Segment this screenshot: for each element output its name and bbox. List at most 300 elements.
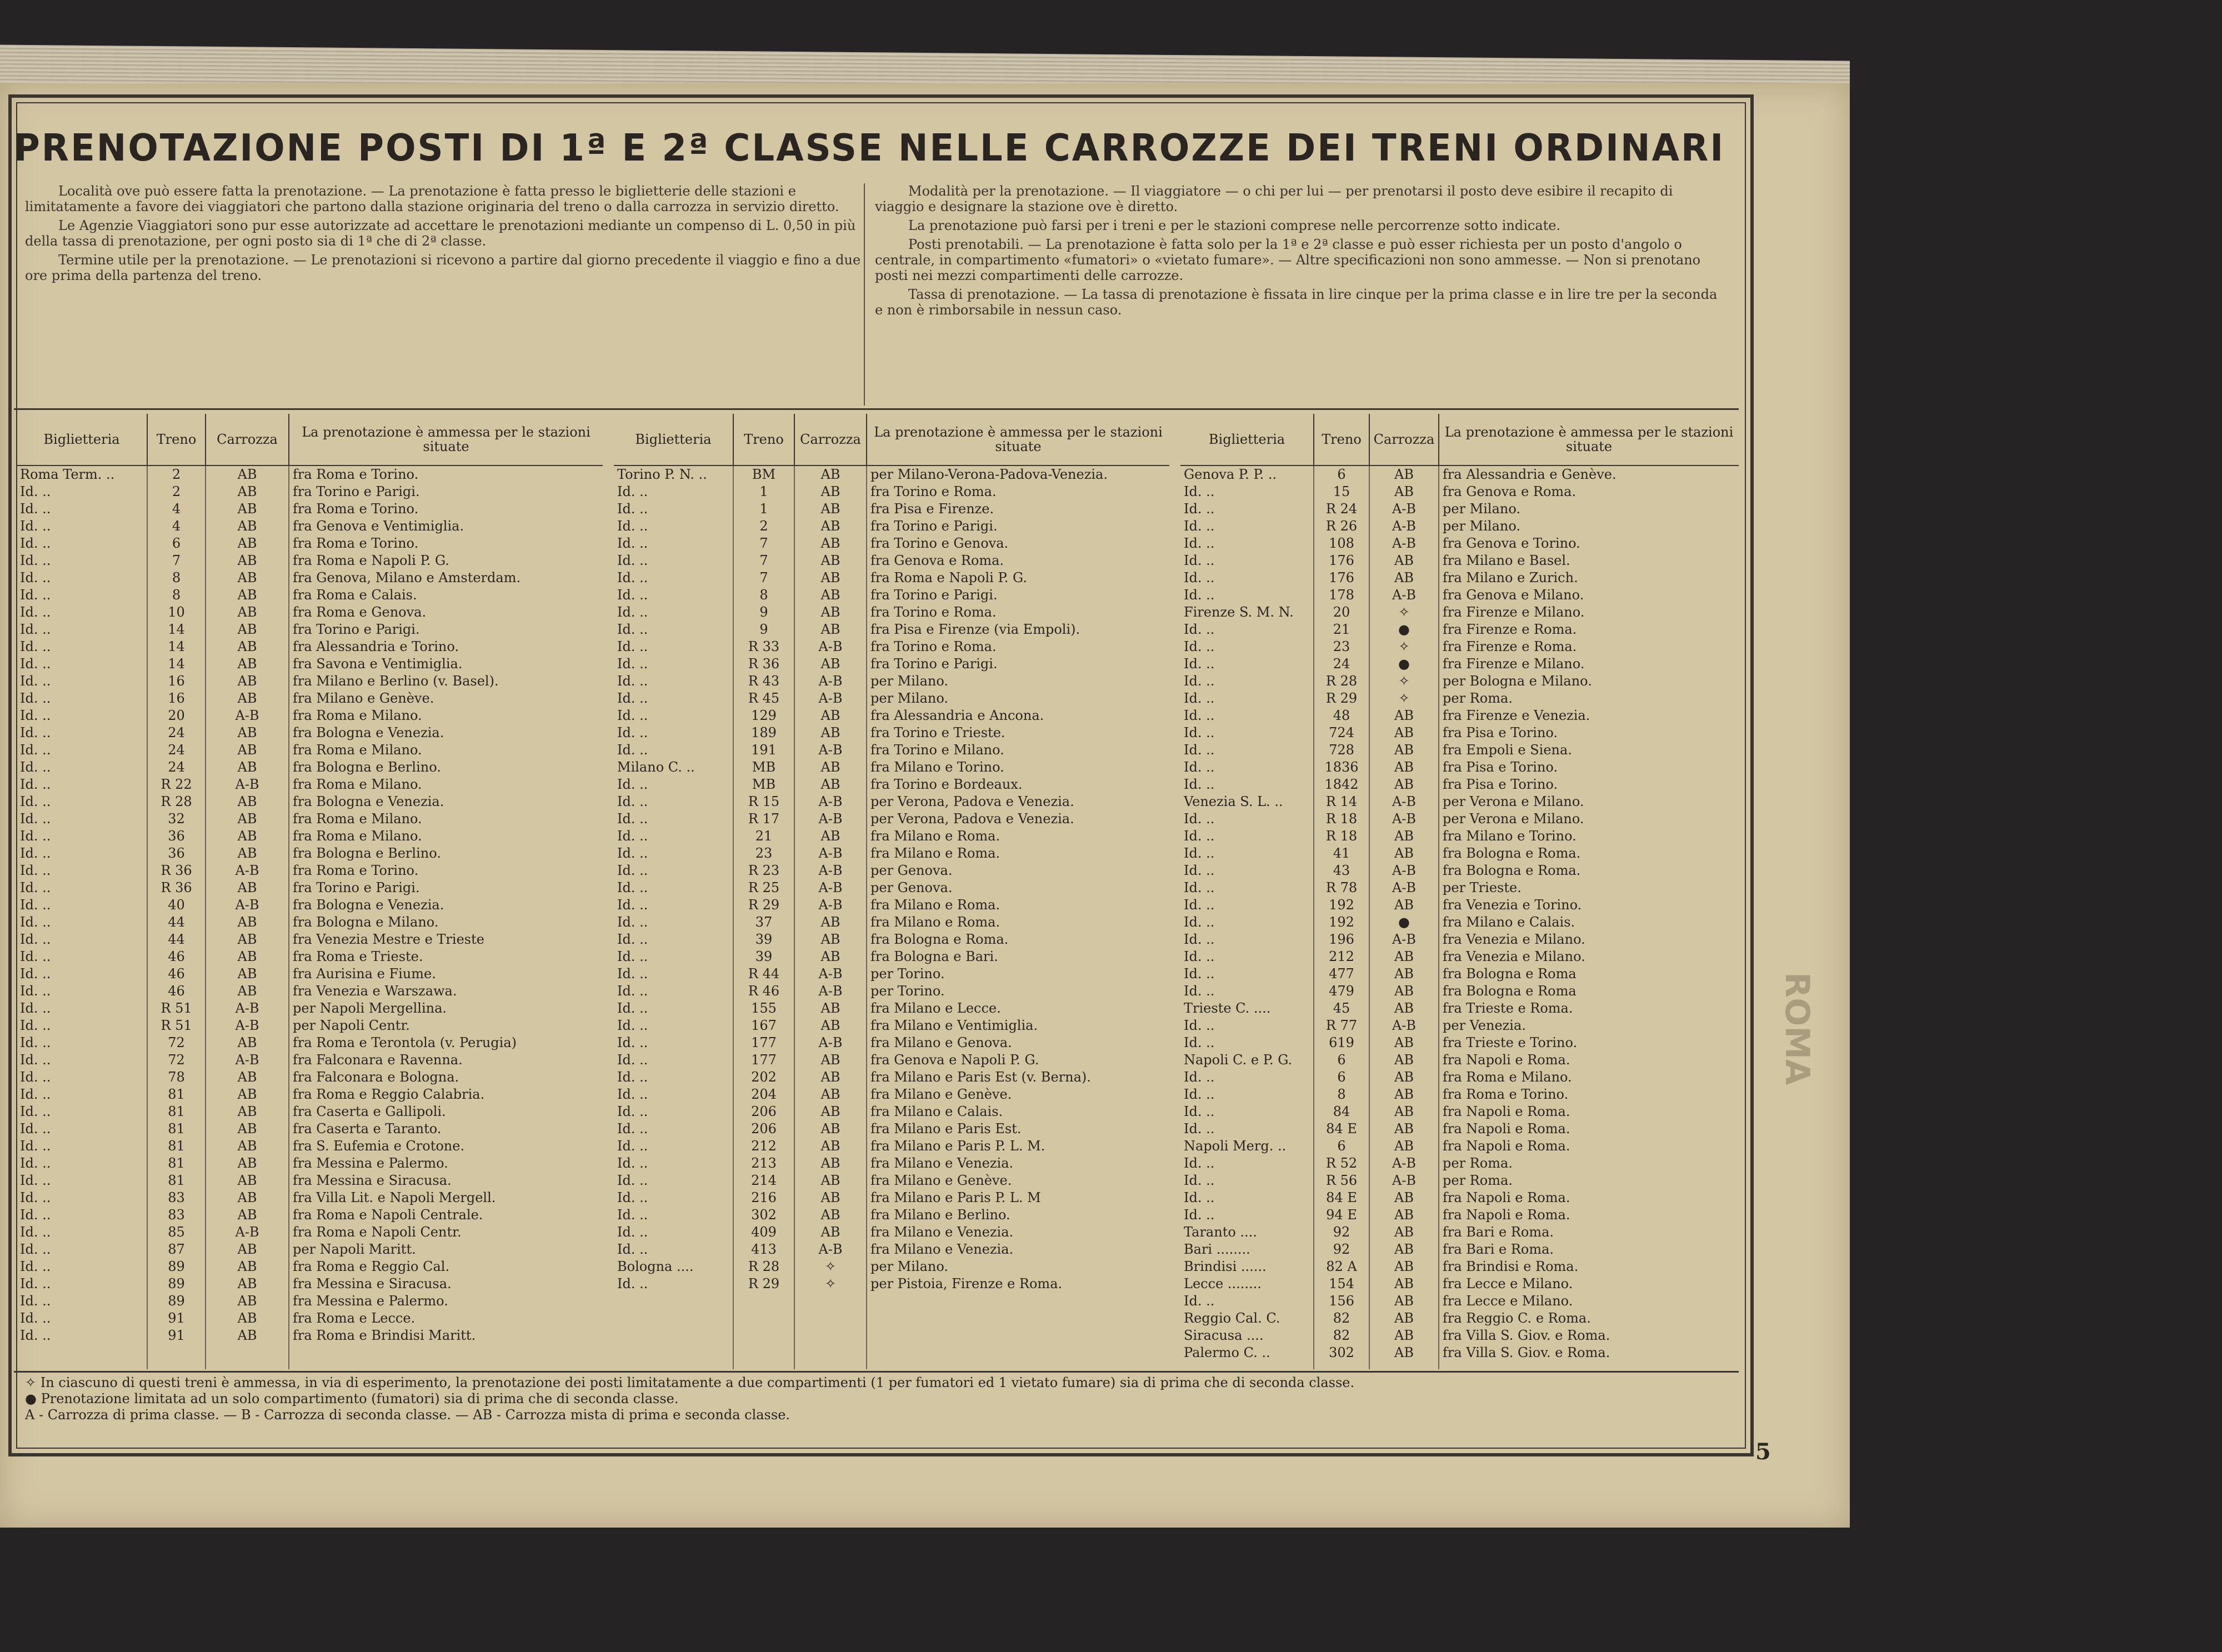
table-row: [614, 1000, 1169, 1017]
table-row: [17, 465, 603, 483]
station-cell: Bologna ....: [617, 1259, 694, 1274]
route-cell: fra Milano e Roma.: [867, 845, 1169, 862]
carriage-class-cell: AB: [794, 1000, 867, 1017]
carriage-class-cell: A-B: [1369, 1172, 1439, 1189]
train-number-cell: 176: [1314, 569, 1369, 587]
station-cell: Id. ..: [20, 673, 51, 689]
station-cell: Id. ..: [20, 1104, 51, 1119]
station-cell: Id. ..: [20, 1190, 51, 1205]
train-number-cell: 24: [147, 759, 206, 776]
train-number-cell: 479: [1314, 983, 1369, 1000]
station-cell: Id. ..: [20, 587, 51, 603]
carriage-class-cell: A-B: [794, 742, 867, 759]
filler-cell: [733, 1293, 794, 1369]
route-cell: fra Bologna e Venezia.: [289, 793, 603, 810]
station-cell: Id. ..: [1184, 932, 1215, 947]
train-number-cell: R 36: [733, 655, 794, 673]
station-cell: Id. ..: [20, 535, 51, 551]
table-row: [1180, 1069, 1739, 1086]
route-cell: fra Falconara e Ravenna.: [289, 1052, 603, 1069]
carriage-class-cell: A-B: [1369, 535, 1439, 552]
table-row: [1180, 1155, 1739, 1172]
carriage-class-cell: AB: [206, 1189, 289, 1207]
carriage-class-cell: AB: [206, 1103, 289, 1120]
route-cell: fra Torino e Trieste.: [867, 724, 1169, 742]
carriage-class-cell: ✧: [1369, 638, 1439, 655]
route-cell: fra Torino e Parigi.: [867, 518, 1169, 535]
train-number-cell: 191: [733, 742, 794, 759]
station-cell: Id. ..: [20, 1000, 51, 1016]
carriage-class-cell: AB: [794, 759, 867, 776]
station-cell: Id. ..: [617, 604, 648, 620]
route-cell: per Verona, Padova e Venezia.: [867, 793, 1169, 810]
carriage-class-cell: AB: [206, 500, 289, 518]
train-number-cell: 212: [733, 1138, 794, 1155]
carriage-class-cell: ✧: [1369, 673, 1439, 690]
station-cell: Id. ..: [617, 811, 648, 827]
train-number-cell: 728: [1314, 742, 1369, 759]
carriage-class-cell: AB: [794, 1017, 867, 1034]
table-row: [614, 518, 1169, 535]
station-cell: Id. ..: [617, 553, 648, 568]
route-cell: fra Bari e Roma.: [1439, 1241, 1739, 1258]
table-row: [1180, 914, 1739, 931]
station-cell: Id. ..: [1184, 1069, 1215, 1085]
station-cell: Id. ..: [20, 725, 51, 740]
train-number-cell: 2: [733, 518, 794, 535]
station-cell: Id. ..: [617, 622, 648, 637]
train-number-cell: 204: [733, 1086, 794, 1103]
train-number-cell: 167: [733, 1017, 794, 1034]
train-number-cell: 46: [147, 983, 206, 1000]
train-number-cell: 6: [1314, 1069, 1369, 1086]
carriage-class-cell: A-B: [1369, 1017, 1439, 1034]
carriage-class-cell: AB: [1369, 465, 1439, 483]
route-cell: fra Milano e Paris Est.: [867, 1120, 1169, 1138]
carriage-class-cell: AB: [794, 1103, 867, 1120]
table-row: [17, 1224, 603, 1241]
station-cell: Id. ..: [20, 1087, 51, 1102]
table-row: [17, 621, 603, 638]
table-row: [1180, 742, 1739, 759]
station-cell: Napoli Merg. ..: [1184, 1138, 1287, 1154]
train-number-cell: 14: [147, 638, 206, 655]
station-cell: Id. ..: [617, 1207, 648, 1223]
table-row: [1180, 707, 1739, 724]
station-cell: Id. ..: [617, 1241, 648, 1257]
table-row: [614, 1103, 1169, 1120]
station-cell: Id. ..: [617, 1104, 648, 1119]
route-cell: fra Bologna e Roma.: [1439, 862, 1739, 879]
train-number-cell: 1836: [1314, 759, 1369, 776]
table-filler-row: [614, 1293, 1169, 1369]
route-cell: fra Torino e Parigi.: [867, 655, 1169, 673]
route-cell: fra Milano e Basel.: [1439, 552, 1739, 569]
carriage-class-cell: AB: [1369, 707, 1439, 724]
carriage-class-cell: A-B: [206, 707, 289, 724]
train-number-cell: 10: [147, 604, 206, 621]
route-cell: fra Milano e Lecce.: [867, 1000, 1169, 1017]
carriage-class-cell: AB: [1369, 983, 1439, 1000]
station-cell: Id. ..: [20, 1224, 51, 1240]
station-cell: Id. ..: [1184, 742, 1215, 758]
table-row: [1180, 655, 1739, 673]
route-cell: fra Caserta e Taranto.: [289, 1120, 603, 1138]
route-cell: fra Milano e Venezia.: [867, 1155, 1169, 1172]
route-cell: per Pistoia, Firenze e Roma.: [867, 1275, 1169, 1293]
carriage-class-cell: A-B: [794, 845, 867, 862]
carriage-class-cell: AB: [1369, 828, 1439, 845]
route-cell: fra Venezia Mestre e Trieste: [289, 931, 603, 948]
train-number-cell: R 22: [147, 776, 206, 793]
train-number-cell: 16: [147, 673, 206, 690]
station-cell: Id. ..: [617, 845, 648, 861]
station-cell: Id. ..: [1184, 673, 1215, 689]
train-number-cell: R 18: [1314, 828, 1369, 845]
carriage-class-cell: AB: [206, 1120, 289, 1138]
filler-cell: [147, 1344, 206, 1369]
table-row: [17, 673, 603, 690]
route-cell: fra Bologna e Roma.: [1439, 845, 1739, 862]
station-cell: Id. ..: [1184, 845, 1215, 861]
table-row: [17, 1241, 603, 1258]
table-row: [614, 948, 1169, 965]
route-cell: fra Venezia e Torino.: [1439, 897, 1739, 914]
route-cell: fra Bari e Roma.: [1439, 1224, 1739, 1241]
station-cell: Id. ..: [20, 553, 51, 568]
carriage-class-cell: A-B: [1369, 862, 1439, 879]
route-cell: fra Pisa e Torino.: [1439, 759, 1739, 776]
carriage-class-cell: AB: [206, 1275, 289, 1293]
train-number-cell: 6: [1314, 465, 1369, 483]
station-cell: Id. ..: [617, 1018, 648, 1033]
table-row: [614, 1241, 1169, 1258]
train-number-cell: R 29: [733, 1275, 794, 1293]
route-cell: fra Torino e Milano.: [867, 742, 1169, 759]
carriage-class-cell: AB: [1369, 552, 1439, 569]
train-number-cell: 154: [1314, 1275, 1369, 1293]
table-row: [614, 465, 1169, 483]
station-cell: Id. ..: [20, 1155, 51, 1171]
train-number-cell: R 33: [733, 638, 794, 655]
station-cell: Id. ..: [617, 1224, 648, 1240]
table-row: [1180, 948, 1739, 965]
station-cell: Id. ..: [617, 1173, 648, 1188]
table-filler-row: [17, 1344, 603, 1369]
route-cell: fra Bologna e Berlino.: [289, 759, 603, 776]
station-cell: Id. ..: [20, 949, 51, 964]
carriage-class-cell: AB: [794, 655, 867, 673]
carriage-class-cell: A-B: [206, 776, 289, 793]
route-cell: fra Roma e Brindisi Maritt.: [289, 1327, 603, 1344]
train-number-cell: 202: [733, 1069, 794, 1086]
route-cell: fra Pisa e Torino.: [1439, 776, 1739, 793]
table-row: [614, 983, 1169, 1000]
station-cell: Id. ..: [617, 897, 648, 913]
train-number-cell: R 24: [1314, 500, 1369, 518]
station-cell: Id. ..: [1184, 1087, 1215, 1102]
table-row: [1180, 621, 1739, 638]
train-number-cell: 129: [733, 707, 794, 724]
carriage-class-cell: A-B: [1369, 1155, 1439, 1172]
station-cell: Id. ..: [617, 1000, 648, 1016]
station-cell: Id. ..: [1184, 484, 1215, 499]
station-cell: Id. ..: [1184, 897, 1215, 913]
route-cell: fra Milano e Torino.: [1439, 828, 1739, 845]
station-cell: Trieste C. ....: [1184, 1000, 1271, 1016]
train-number-cell: 83: [147, 1207, 206, 1224]
train-number-cell: 91: [147, 1327, 206, 1344]
table-row: [17, 931, 603, 948]
filler-cell: [1180, 1361, 1314, 1369]
train-number-cell: 72: [147, 1052, 206, 1069]
carriage-class-cell: ✧: [794, 1258, 867, 1275]
carriage-class-cell: AB: [206, 621, 289, 638]
table-row: [1180, 931, 1739, 948]
station-cell: Id. ..: [20, 1121, 51, 1137]
station-cell: Id. ..: [1184, 777, 1215, 792]
carriage-class-cell: AB: [206, 879, 289, 897]
carriage-class-cell: AB: [1369, 1103, 1439, 1120]
station-cell: Id. ..: [1184, 1293, 1215, 1309]
station-cell: Id. ..: [20, 828, 51, 844]
train-number-cell: R 78: [1314, 879, 1369, 897]
carriage-class-cell: A-B: [794, 1241, 867, 1258]
route-cell: fra Milano e Paris P. L. M: [867, 1189, 1169, 1207]
station-cell: Id. ..: [1184, 570, 1215, 585]
route-cell: fra Savona e Ventimiglia.: [289, 655, 603, 673]
train-number-cell: 7: [733, 535, 794, 552]
table-row: [614, 569, 1169, 587]
carriage-class-cell: AB: [794, 552, 867, 569]
station-cell: Id. ..: [1184, 983, 1215, 999]
station-cell: Id. ..: [617, 1190, 648, 1205]
table-row: [1180, 1017, 1739, 1034]
carriage-class-cell: A-B: [794, 862, 867, 879]
route-cell: fra Genova e Torino.: [1439, 535, 1739, 552]
route-cell: fra Pisa e Firenze.: [867, 500, 1169, 518]
train-number-cell: 43: [1314, 862, 1369, 879]
carriage-class-cell: AB: [794, 1120, 867, 1138]
station-cell: Id. ..: [1184, 880, 1215, 895]
route-cell: fra Torino e Parigi.: [289, 483, 603, 500]
train-number-cell: 302: [1314, 1344, 1369, 1361]
route-cell: per Milano.: [867, 690, 1169, 707]
carriage-class-cell: AB: [1369, 948, 1439, 965]
route-cell: per Milano.: [867, 673, 1169, 690]
station-cell: Id. ..: [617, 794, 648, 809]
table-row: [1180, 724, 1739, 742]
table-row: [17, 1052, 603, 1069]
train-number-cell: 23: [733, 845, 794, 862]
table-row: [17, 1207, 603, 1224]
train-number-cell: 192: [1314, 897, 1369, 914]
table-row: [17, 1138, 603, 1155]
table-row: [1180, 518, 1739, 535]
train-number-cell: 39: [733, 948, 794, 965]
carriage-class-cell: AB: [1369, 1138, 1439, 1155]
carriage-class-cell: AB: [206, 983, 289, 1000]
route-cell: fra Bologna e Venezia.: [289, 724, 603, 742]
station-cell: Id. ..: [617, 570, 648, 585]
station-cell: Id. ..: [617, 501, 648, 517]
table-row: [1180, 569, 1739, 587]
route-cell: fra Roma e Torino.: [289, 500, 603, 518]
station-cell: Id. ..: [1184, 1121, 1215, 1137]
carriage-class-cell: AB: [794, 828, 867, 845]
col-header-ammessa: La prenotazione è ammessa per le stazioni situate: [1439, 414, 1739, 465]
carriage-class-cell: ✧: [1369, 604, 1439, 621]
route-cell: fra Reggio C. e Roma.: [1439, 1310, 1739, 1327]
carriage-class-cell: AB: [1369, 897, 1439, 914]
station-cell: Id. ..: [20, 983, 51, 999]
train-number-cell: R 28: [733, 1258, 794, 1275]
route-cell: fra Lecce e Milano.: [1439, 1293, 1739, 1310]
table-row: [614, 1069, 1169, 1086]
footnote-experimental: ✧ In ciascuno di questi treni è ammessa, in via di esperimento, la prenotazione dei posti limitatamente a due compartimenti (1 per fumatori ed 1 vietato fumare) sia di prima che di seconda classe.: [25, 1375, 1355, 1390]
carriage-class-cell: A-B: [794, 897, 867, 914]
train-number-cell: 216: [733, 1189, 794, 1207]
table-row: [614, 965, 1169, 983]
station-cell: Id. ..: [20, 1310, 51, 1326]
route-cell: fra Alessandria e Genève.: [1439, 465, 1739, 483]
table-row: [614, 655, 1169, 673]
route-cell: fra Roma e Lecce.: [289, 1310, 603, 1327]
route-cell: fra Bologna e Roma: [1439, 983, 1739, 1000]
carriage-class-cell: A-B: [1369, 931, 1439, 948]
carriage-class-cell: A-B: [1369, 518, 1439, 535]
train-number-cell: 6: [1314, 1052, 1369, 1069]
route-cell: fra Empoli e Siena.: [1439, 742, 1739, 759]
carriage-class-cell: A-B: [1369, 879, 1439, 897]
route-cell: fra Firenze e Venezia.: [1439, 707, 1739, 724]
carriage-class-cell: AB: [206, 673, 289, 690]
route-cell: fra Milano e Torino.: [867, 759, 1169, 776]
carriage-class-cell: A-B: [1369, 793, 1439, 810]
train-number-cell: 81: [147, 1103, 206, 1120]
train-number-cell: 46: [147, 965, 206, 983]
route-cell: fra Torino e Roma.: [867, 604, 1169, 621]
route-cell: per Bologna e Milano.: [1439, 673, 1739, 690]
table-row: [1180, 1138, 1739, 1155]
train-number-cell: 24: [147, 742, 206, 759]
carriage-class-cell: AB: [794, 1069, 867, 1086]
train-number-cell: 82 A: [1314, 1258, 1369, 1275]
table-row: [17, 655, 603, 673]
table-row: [1180, 1172, 1739, 1189]
train-number-cell: 92: [1314, 1224, 1369, 1241]
train-number-cell: 413: [733, 1241, 794, 1258]
table-row: [614, 552, 1169, 569]
station-cell: Id. ..: [617, 1052, 648, 1068]
col-header-ammessa: La prenotazione è ammessa per le stazioni situate: [289, 414, 603, 465]
train-number-cell: 1: [733, 483, 794, 500]
route-cell: fra Milano e Berlino.: [867, 1207, 1169, 1224]
train-number-cell: 81: [147, 1138, 206, 1155]
route-cell: per Torino.: [867, 983, 1169, 1000]
carriage-class-cell: AB: [1369, 1275, 1439, 1293]
route-cell: fra Messina e Siracusa.: [289, 1275, 603, 1293]
train-number-cell: 81: [147, 1086, 206, 1103]
route-cell: fra Bologna e Roma: [1439, 965, 1739, 983]
station-cell: Id. ..: [20, 1173, 51, 1188]
table-row: [614, 1052, 1169, 1069]
train-number-cell: 39: [733, 931, 794, 948]
carriage-class-cell: AB: [206, 914, 289, 931]
route-cell: fra Roma e Napoli P. G.: [867, 569, 1169, 587]
table-row: [1180, 535, 1739, 552]
train-number-cell: 78: [147, 1069, 206, 1086]
station-cell: Id. ..: [617, 708, 648, 723]
station-cell: Id. ..: [1184, 553, 1215, 568]
route-cell: fra Firenze e Milano.: [1439, 655, 1739, 673]
route-cell: fra Messina e Palermo.: [289, 1293, 603, 1310]
train-number-cell: 7: [733, 569, 794, 587]
route-cell: fra Napoli e Roma.: [1439, 1120, 1739, 1138]
train-number-cell: 9: [733, 604, 794, 621]
table-row: [1180, 604, 1739, 621]
station-cell: Taranto ....: [1184, 1224, 1257, 1240]
table-row: [17, 500, 603, 518]
table-row: [17, 1017, 603, 1034]
route-cell: fra Genova, Milano e Amsterdam.: [289, 569, 603, 587]
train-number-cell: 89: [147, 1293, 206, 1310]
table-row: [614, 742, 1169, 759]
table-row: [1180, 983, 1739, 1000]
train-number-cell: MB: [733, 776, 794, 793]
station-cell: Id. ..: [1184, 1155, 1215, 1171]
station-cell: Reggio Cal. C.: [1184, 1310, 1280, 1326]
carriage-class-cell: AB: [206, 810, 289, 828]
top-rule: [14, 408, 1739, 410]
station-cell: Id. ..: [617, 1035, 648, 1050]
table-row: [1180, 690, 1739, 707]
station-cell: Id. ..: [20, 759, 51, 775]
carriage-class-cell: AB: [1369, 1207, 1439, 1224]
route-cell: fra Roma e Calais.: [289, 587, 603, 604]
carriage-class-cell: AB: [794, 914, 867, 931]
table-row: [614, 604, 1169, 621]
filler-cell: [867, 1293, 1169, 1369]
carriage-class-cell: AB: [206, 1069, 289, 1086]
table-row: [614, 862, 1169, 879]
page-title: PRENOTAZIONE POSTI DI 1ª E 2ª CLASSE NELLE CARROZZE DEI TRENI ORDINARI: [13, 127, 1725, 170]
station-cell: Id. ..: [1184, 759, 1215, 775]
train-number-cell: 72: [147, 1034, 206, 1052]
carriage-class-cell: A-B: [794, 638, 867, 655]
route-cell: fra Aurisina e Fiume.: [289, 965, 603, 983]
train-number-cell: 89: [147, 1258, 206, 1275]
route-cell: per Milano.: [867, 1258, 1169, 1275]
intro-paragraph: Le Agenzie Viaggiatori sono pur esse autorizzate ad accettare le prenotazioni mediante un compenso di L. 0,50 in più della tassa di prenotazione, per ogni posto sia di 1ª che di 2ª classe.: [25, 218, 856, 249]
table-row: [614, 1034, 1169, 1052]
route-cell: fra Milano e Ventimiglia.: [867, 1017, 1169, 1034]
carriage-class-cell: AB: [206, 1034, 289, 1052]
carriage-class-cell: AB: [1369, 1052, 1439, 1069]
station-cell: Id. ..: [20, 1069, 51, 1085]
table-row: [17, 1103, 603, 1120]
train-number-cell: 84 E: [1314, 1189, 1369, 1207]
carriage-class-cell: AB: [794, 518, 867, 535]
train-number-cell: 177: [733, 1052, 794, 1069]
route-cell: fra Roma e Milano.: [289, 707, 603, 724]
station-cell: Napoli C. e P. G.: [1184, 1052, 1293, 1068]
carriage-class-cell: AB: [794, 1138, 867, 1155]
route-cell: fra Milano e Venezia.: [867, 1224, 1169, 1241]
table-row: [614, 1275, 1169, 1293]
train-number-cell: 108: [1314, 535, 1369, 552]
table-row: [614, 483, 1169, 500]
